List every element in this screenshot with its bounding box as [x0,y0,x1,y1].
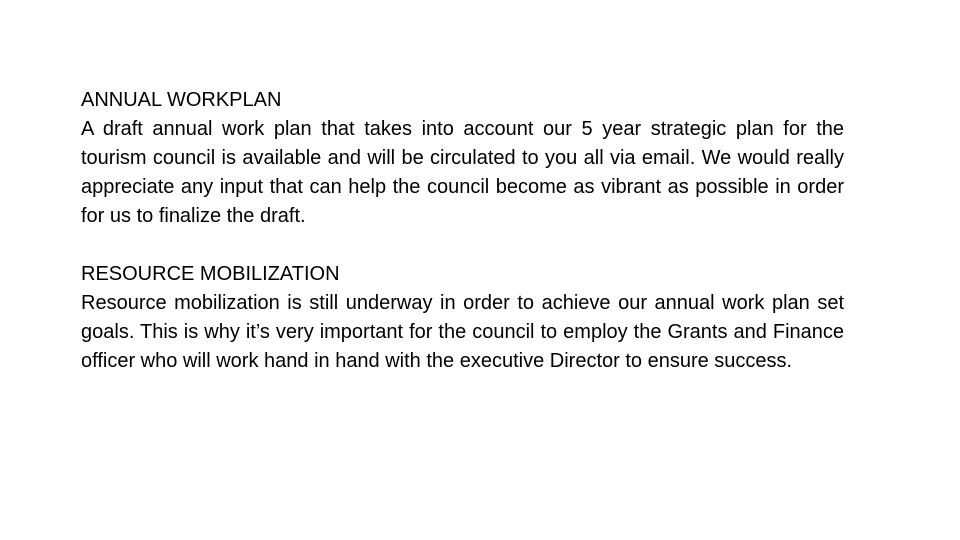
section-body: Resource mobilization is still underway in order to achieve our annual work plan set goals. This is why it’s very important for the council to employ the Grants and Finance officer who will work hand in hand with the executive Director to ensure success. [81,292,844,372]
section-heading: ANNUAL WORKPLAN [81,89,282,111]
section-resource-mobilization [81,260,844,376]
slide-content [81,86,844,405]
section-annual-workplan [81,86,844,231]
section-heading: RESOURCE MOBILIZATION [81,263,340,285]
section-body: A draft annual work plan that takes into account our 5 year strategic plan for the tourism council is available and will be circulated to you all via email. We would really appreciate any input that can help the council become as vibrant as possible in order for us to finalize the draft. [81,118,844,227]
